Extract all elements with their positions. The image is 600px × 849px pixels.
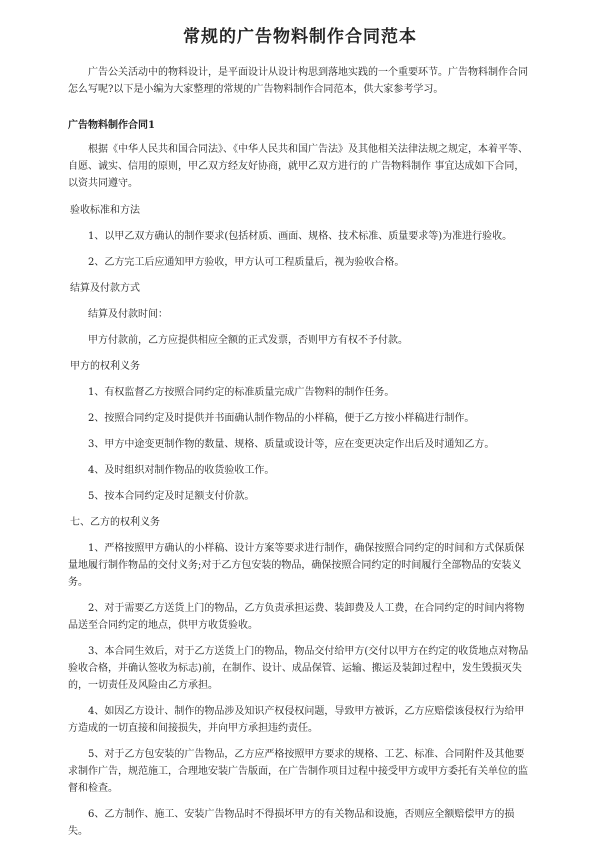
section-heading-party-b: 七、乙方的权利义务	[70, 517, 160, 528]
party-a-item-1: 1、有权监督乙方按照合同约定的标准质量完成广告物料的制作任务。	[88, 387, 395, 398]
party-b-item-4: 4、如因乙方设计、制作的物品涉及知识产权侵权问题，导致甲方被诉，乙方应赔偿该侵权行为给甲方造成的一切直接和间接损失，并向甲方承担违约责任。	[68, 706, 525, 734]
party-b-item-2: 2、对于需要乙方送货上门的物品，乙方负责承担运费、装卸费及人工费，在合同约定的时间内将物品送至合同约定的地点，供甲方收货验收。	[68, 603, 525, 631]
intro-paragraph: 广告公关活动中的物料设计，是平面设计从设计构思到落地实践的一个重要环节。广告物料制作合同怎么写呢?以下是小编为大家整理的常规的广告物料制作合同范本，供大家参考学习。	[68, 67, 528, 95]
section-heading-settlement: 结算及付款方式	[70, 283, 140, 294]
party-a-item-4: 4、及时组织对制作物品的收货验收工作。	[88, 465, 275, 476]
preamble-paragraph: 根据《中华人民共和国合同法》、《中华人民共和国广告法》及其他相关法律法规之规定，本着平等、自愿、诚实、信用的原则，甲乙双方经友好协商，就甲乙双方进行的 广告物料制作 事宜达成如下合同，以资共同遵守。	[68, 144, 528, 189]
acceptance-item-1: 1、以甲乙双方确认的制作要求(包括材质、画面、规格、技术标准、质量要求等)为准进行验收。	[88, 231, 513, 242]
settlement-invoice: 甲方付款前，乙方应提供相应全额的正式发票，否则甲方有权不予付款。	[88, 335, 408, 346]
party-a-item-3: 3、甲方中途变更制作物的数量、规格、质量或设计等，应在变更决定作出后及时通知乙方。	[88, 439, 495, 450]
settlement-time: 结算及付款时间：	[88, 309, 168, 320]
party-a-item-2: 2、按照合同约定及时提供并书面确认制作物品的小样稿，便于乙方按小样稿进行制作。	[88, 413, 475, 424]
party-a-item-5: 5、按本合同约定及时足额支付价款。	[88, 491, 255, 502]
document-title: 常规的广告物料制作合同范本	[183, 27, 417, 47]
contract-heading: 广告物料制作合同1	[68, 120, 155, 131]
acceptance-item-2: 2、乙方完工后应通知甲方验收，甲方认可工程质量后，视为验收合格。	[88, 257, 405, 268]
party-b-item-1: 1、严格按照甲方确认的小样稿、设计方案等要求进行制作，确保按照合同约定的时间和方式保质保量地履行制作物品的交付义务;对于乙方包安装的物品，确保按照合同约定的时间履行全部物品的安装义务。	[68, 543, 525, 588]
section-heading-party-a: 甲方的权利义务	[70, 361, 140, 372]
party-b-item-3: 3、本合同生效后，对于乙方送货上门的物品，物品交付给甲方(交付以甲方在约定的收货地点对物品验收合格，并确认签收为标志)前，在制作、设计、成品保管、运输、搬运及装卸过程中，发生毁损灭失的，一切责任及风险由乙方承担。	[68, 646, 529, 691]
section-heading-acceptance: 验收标准和方法	[70, 205, 140, 216]
party-b-item-6: 6、乙方制作、施工、安装广告物品时不得损坏甲方的有关物品和设施，否则应全额赔偿甲方的损失。	[68, 809, 515, 837]
party-b-item-5: 5、对于乙方包安装的广告物品，乙方应严格按照甲方要求的规格、工艺、标准、合同附件及其他要求制作广告，规范施工，合理地安装广告版面，在广告制作项目过程中接受甲方或甲方委托有关单位的监督和检查。	[68, 749, 528, 794]
